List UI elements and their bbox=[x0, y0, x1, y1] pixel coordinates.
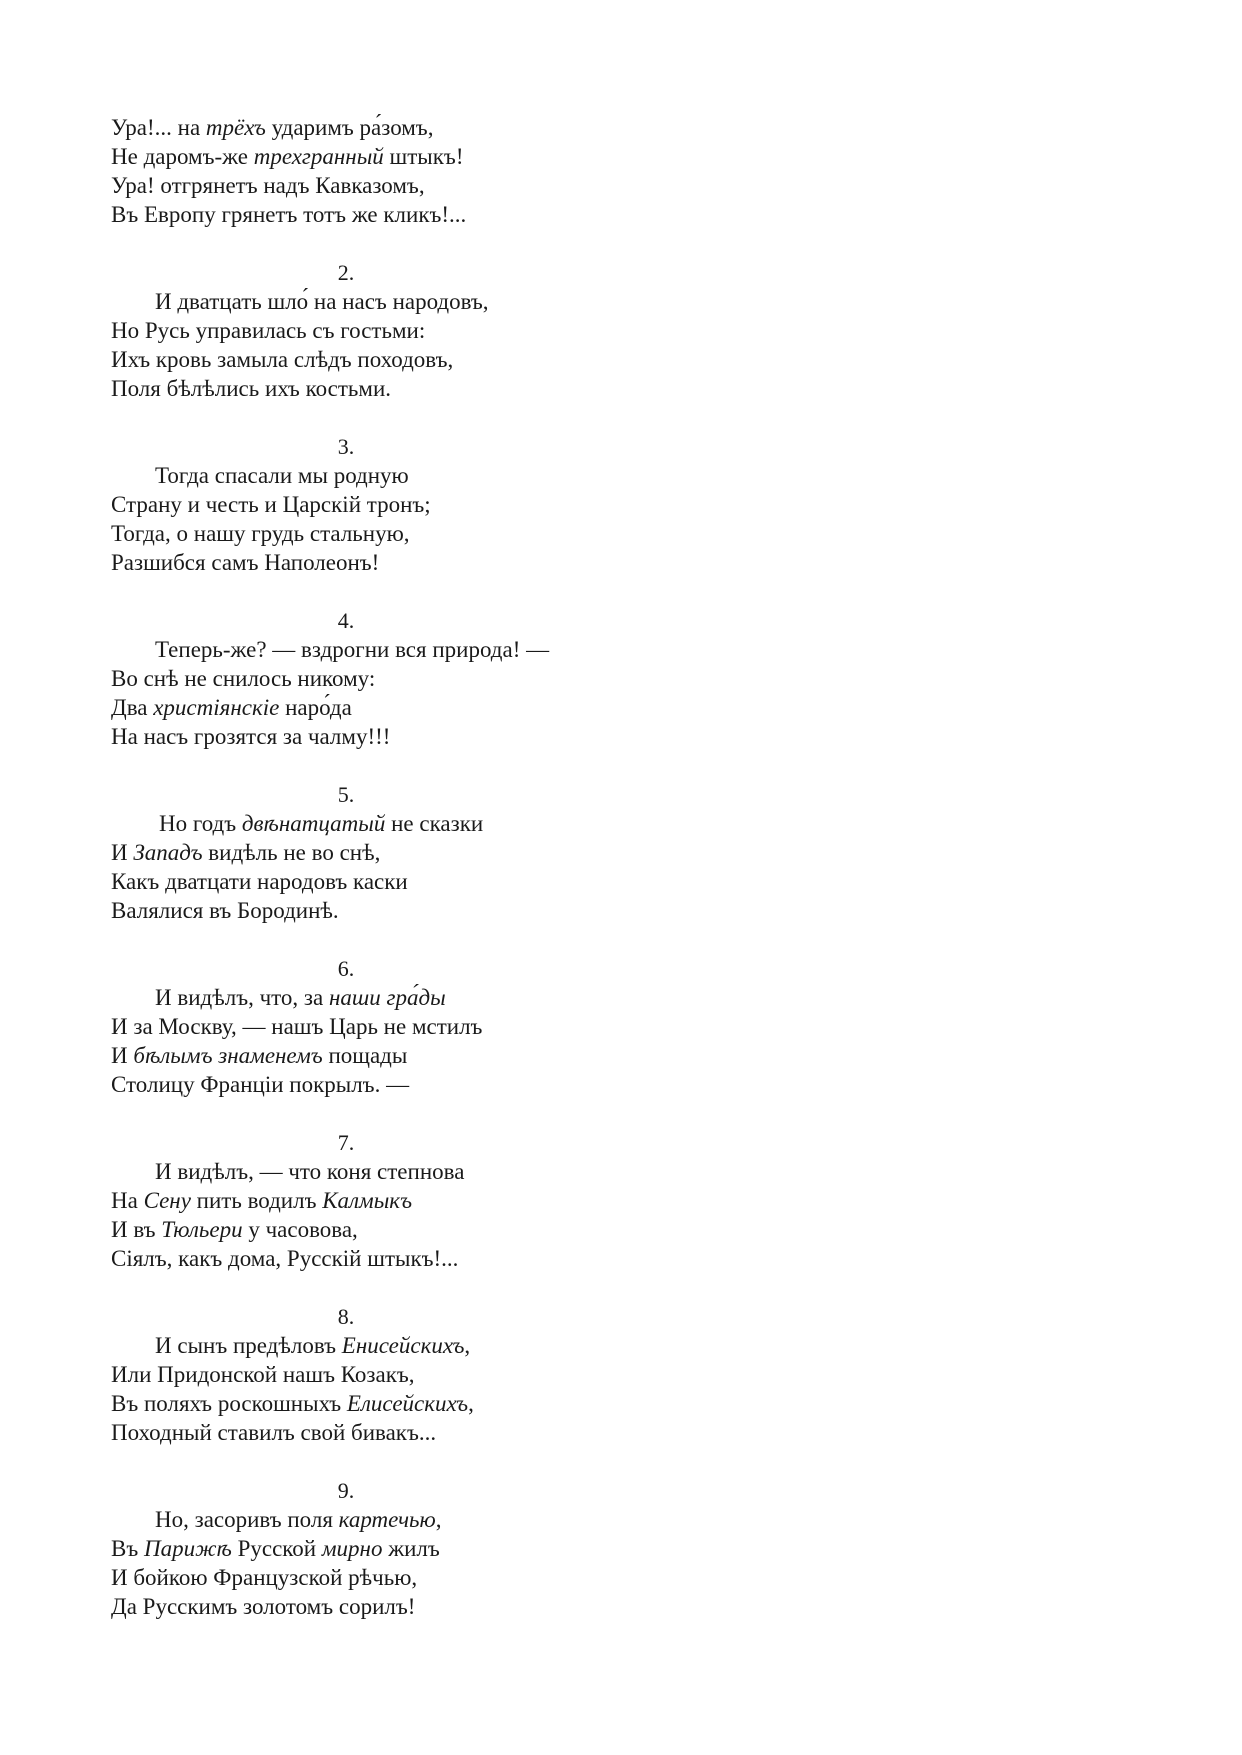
verse-text: Теперь-же? — вздрогни вся природа! — bbox=[155, 637, 550, 662]
verse-text: , bbox=[435, 1507, 442, 1532]
verse-line bbox=[111, 664, 711, 693]
verse-text: наро́да bbox=[279, 695, 352, 720]
verse-text: Во снѣ не снилось никому: bbox=[111, 666, 376, 691]
verse-text: И видѣлъ, — что коня степнова bbox=[155, 1159, 465, 1184]
verse-line bbox=[111, 1418, 711, 1447]
verse-text: , bbox=[468, 1391, 474, 1416]
verse-line bbox=[111, 171, 711, 200]
verse-text: И за Москву, — нашъ Царь не мстилъ bbox=[111, 1014, 483, 1039]
verse-line bbox=[111, 1186, 711, 1215]
verse-text: Столицу Франціи покрылъ. — bbox=[111, 1072, 410, 1097]
verse-text: ударимъ ра́зомъ, bbox=[265, 115, 434, 140]
verse-line bbox=[111, 1505, 711, 1534]
verse-line bbox=[111, 113, 711, 142]
verse-text: Русской bbox=[231, 1536, 322, 1561]
verse-line bbox=[111, 1215, 711, 1244]
verse-text: И видѣлъ, что, за bbox=[155, 985, 329, 1010]
stanza bbox=[111, 433, 711, 577]
stanza-number: 8. bbox=[337, 1304, 355, 1329]
stanza-number: 6. bbox=[337, 956, 355, 981]
stanza bbox=[111, 1477, 711, 1621]
verse-text: Ура!... на bbox=[111, 115, 206, 140]
italic-text: Сену bbox=[143, 1188, 191, 1213]
stanza-number: 4. bbox=[337, 608, 355, 633]
stanza-number: 7. bbox=[337, 1130, 355, 1155]
verse-line bbox=[111, 1012, 711, 1041]
italic-text: картечью bbox=[338, 1507, 436, 1532]
verse-line bbox=[111, 1041, 711, 1070]
verse-text: Въ Европу грянетъ тотъ же кликъ!... bbox=[111, 202, 467, 227]
verse-text: Но, засоривъ поля bbox=[155, 1507, 339, 1532]
stanza-number: 3. bbox=[337, 434, 355, 459]
verse-text: Ихъ кровь замыла слѣдъ походовъ, bbox=[111, 347, 454, 372]
verse-line bbox=[111, 693, 711, 722]
italic-text: бѣлымъ знаменемъ bbox=[133, 1043, 323, 1068]
verse-line bbox=[111, 1592, 711, 1621]
verse-line bbox=[111, 983, 711, 1012]
verse-text: Походный ставилъ свой бивакъ... bbox=[111, 1420, 437, 1445]
stanza bbox=[111, 1129, 711, 1273]
verse-line bbox=[111, 461, 711, 490]
verse-line bbox=[111, 896, 711, 925]
verse-text: Страну и честь и Царскій тронъ; bbox=[111, 492, 431, 517]
stanza bbox=[111, 259, 711, 403]
stanza bbox=[111, 955, 711, 1099]
verse-line bbox=[111, 1534, 711, 1563]
verse-line bbox=[111, 374, 711, 403]
verse-text: пить водилъ bbox=[190, 1188, 323, 1213]
poem-page bbox=[111, 113, 711, 1651]
italic-text: Парижѣ bbox=[143, 1536, 232, 1561]
verse-text: Въ bbox=[111, 1536, 144, 1561]
verse-line bbox=[111, 142, 711, 171]
verse-line bbox=[111, 345, 711, 374]
verse-text: На насъ грозятся за чалму!!! bbox=[111, 724, 391, 749]
verse-text: И въ bbox=[111, 1217, 162, 1242]
verse-text: И bbox=[111, 840, 134, 865]
verse-text: Или Придонской нашъ Козакъ, bbox=[111, 1362, 415, 1387]
verse-line bbox=[111, 1389, 711, 1418]
verse-text: Но Русь управилась съ гостьми: bbox=[111, 318, 426, 343]
verse-text: Да Русскимъ золотомъ сорилъ! bbox=[111, 1594, 416, 1619]
verse-line bbox=[111, 838, 711, 867]
verse-text: И дватцать шло́ на насъ народовъ, bbox=[155, 289, 489, 314]
verse-text: Тогда спасали мы родную bbox=[155, 463, 409, 488]
verse-text: Сіялъ, какъ дома, Русскій штыкъ!... bbox=[111, 1246, 459, 1271]
verse-line bbox=[111, 1244, 711, 1273]
italic-text: двѣнатцатый bbox=[241, 811, 386, 836]
verse-text: не сказки bbox=[385, 811, 484, 836]
verse-text: На bbox=[111, 1188, 144, 1213]
verse-text: Разшибся самъ Наполеонъ! bbox=[111, 550, 380, 575]
verse-line bbox=[111, 1563, 711, 1592]
stanza bbox=[111, 1303, 711, 1447]
stanza-number: 2. bbox=[337, 260, 355, 285]
stanza bbox=[111, 113, 711, 229]
stanza-number: 9. bbox=[337, 1478, 355, 1503]
verse-text: И бойкою Французской рѣчью, bbox=[111, 1565, 418, 1590]
verse-line bbox=[111, 635, 711, 664]
italic-text: христіянскіе bbox=[153, 695, 280, 720]
verse-line bbox=[111, 1157, 711, 1186]
verse-text: Не даромъ-же bbox=[111, 144, 254, 169]
verse-text: штыкъ! bbox=[383, 144, 464, 169]
stanza-number: 5. bbox=[337, 782, 355, 807]
verse-text: жилъ bbox=[382, 1536, 440, 1561]
italic-text: наши гра́ды bbox=[328, 985, 446, 1010]
verse-text: Ура! отгрянетъ надъ Кавказомъ, bbox=[111, 173, 425, 198]
verse-line bbox=[111, 490, 711, 519]
verse-line bbox=[111, 200, 711, 229]
verse-text: Валялися въ Бородинѣ. bbox=[111, 898, 339, 923]
verse-line bbox=[111, 316, 711, 345]
verse-text: Въ поляхъ роскошныхъ bbox=[111, 1391, 347, 1416]
verse-text: , bbox=[464, 1333, 471, 1358]
verse-text: Поля бѣлѣлись ихъ костьми. bbox=[111, 376, 392, 401]
verse-text: у часовова, bbox=[242, 1217, 358, 1242]
verse-line bbox=[111, 287, 711, 316]
verse-text: И сынъ предѣловъ bbox=[155, 1333, 342, 1358]
italic-text: Тюльери bbox=[161, 1217, 243, 1242]
stanza bbox=[111, 781, 711, 925]
italic-text: Западъ bbox=[133, 840, 203, 865]
verse-line bbox=[111, 1331, 711, 1360]
verse-line bbox=[111, 548, 711, 577]
verse-text: Два bbox=[111, 695, 154, 720]
italic-text: Калмыкъ bbox=[322, 1188, 413, 1213]
verse-text: видѣль не во снѣ, bbox=[202, 840, 381, 865]
verse-line bbox=[111, 519, 711, 548]
italic-text: Елисейскихъ bbox=[346, 1391, 469, 1416]
verse-text: Какъ дватцати народовъ каски bbox=[111, 869, 408, 894]
italic-text: трехгранный bbox=[253, 144, 384, 169]
stanza bbox=[111, 607, 711, 751]
verse-line bbox=[111, 1070, 711, 1099]
verse-line bbox=[111, 867, 711, 896]
italic-text: Енисейскихъ bbox=[341, 1333, 465, 1358]
verse-text: И bbox=[111, 1043, 134, 1068]
verse-line bbox=[111, 809, 711, 838]
verse-text: пощады bbox=[322, 1043, 408, 1068]
verse-line bbox=[111, 1360, 711, 1389]
italic-text: трёхъ bbox=[205, 115, 266, 140]
verse-text: Но годъ bbox=[159, 811, 242, 836]
italic-text: мирно bbox=[321, 1536, 383, 1561]
verse-line bbox=[111, 722, 711, 751]
verse-text: Тогда, о нашу грудь стальную, bbox=[111, 521, 410, 546]
